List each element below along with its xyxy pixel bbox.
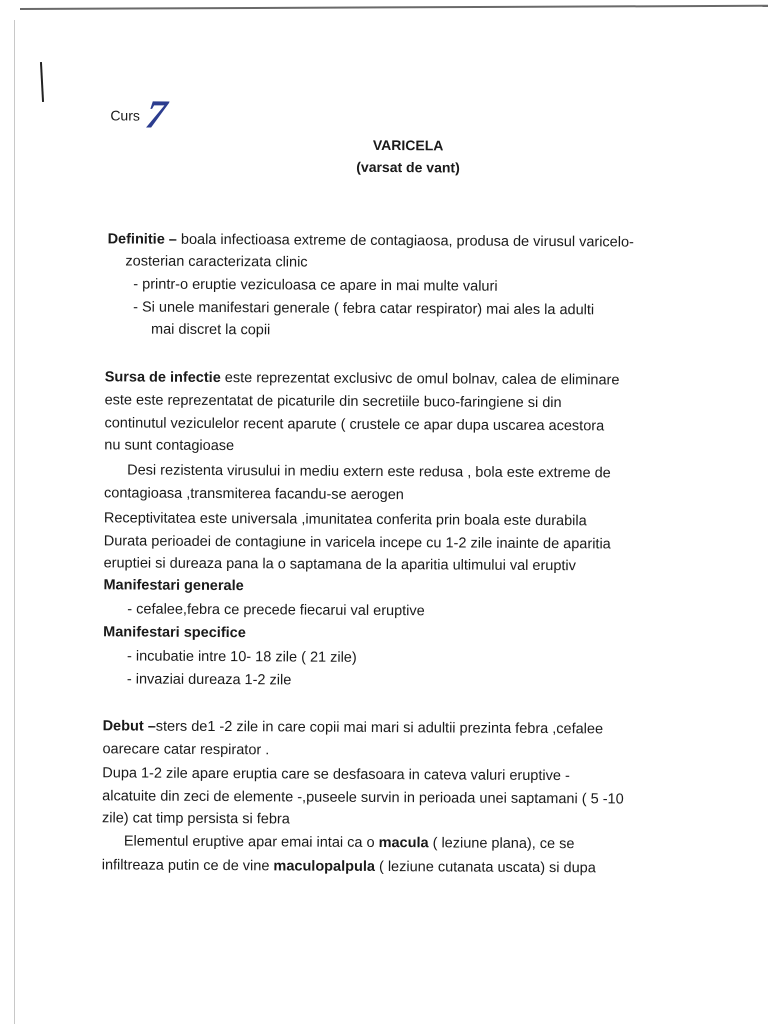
onset-line xyxy=(103,717,604,738)
course-number-handwritten: 7 xyxy=(143,91,170,137)
term-maculopalpula: maculopalpula xyxy=(273,858,376,875)
source-line-9: eruptiei si dureaza pana la o saptamana de la aparitia ultimului val eruptiv xyxy=(103,555,576,575)
onset-text-6c: ( leziune plana), ce se xyxy=(428,835,575,853)
onset-line-7 xyxy=(102,856,596,877)
onset-text-6a: Elementul eruptive apar emai intai ca o xyxy=(123,833,379,851)
specific-manifestations-item: - invaziai dureaza 1-2 zile xyxy=(126,671,292,689)
source-line-2: este este reprezentatat de picaturile din secretiile buco-faringiene si din xyxy=(104,392,562,412)
source-line-6: contagioasa ,transmiterea facandu-se aerogen xyxy=(103,485,404,504)
definition-line-2: zosterian caracterizata clinic xyxy=(125,253,308,271)
onset-line-3: Dupa 1-2 zile apare eruptia care se desfasoara in cateva valuri eruptive - xyxy=(102,765,570,785)
definition-bullet-1: - printr-o eruptie veziculoasa ce apare in mai multe valuri xyxy=(133,276,498,295)
onset-line-5: zile) cat timp persista si febra xyxy=(102,810,290,828)
general-manifestations-item: - cefalee,febra ce precede fiecarui val eruptive xyxy=(127,601,425,620)
source-line-8: Durata perioadei de contagiune in varicela incepe cu 1-2 zile inainte de aparitia xyxy=(103,533,611,553)
source-line-4: nu sunt contagioase xyxy=(104,437,235,455)
onset-line-6 xyxy=(124,832,575,853)
specific-manifestations-item: - incubatie intre 10- 18 zile ( 21 zile) xyxy=(126,648,357,666)
definition-label: Definitie – xyxy=(107,231,177,248)
course-label: Curs xyxy=(110,107,140,124)
source-line-5: Desi rezistenta virusului in mediu extern este redusa , bola este extreme de xyxy=(127,462,611,482)
definition-bullet-2: - Si unele manifestari generale ( febra catar respirator) mai ales la adulti xyxy=(133,299,595,319)
source-label: Sursa de infectie xyxy=(104,369,221,387)
source-line-7: Receptivitatea este universala ,imunitatea conferita prin boala este durabila xyxy=(103,510,587,530)
onset-text-7c: ( leziune cutanata uscata) si dupa xyxy=(374,858,596,877)
definition-line xyxy=(108,230,634,251)
source-text: este reprezentat exclusivc de omul bolnav, calea de eliminare xyxy=(224,370,620,389)
document-title: VARICELA xyxy=(372,136,444,154)
document-subtitle: (varsat de vant) xyxy=(356,158,460,176)
definition-bullet-2-continued: mai discret la copii xyxy=(150,321,271,339)
onset-line-2: oarecare catar respirator . xyxy=(102,741,270,759)
source-line xyxy=(105,368,620,389)
onset-text: sters de1 -2 zile in care copii mai mari si adultii prezinta febra ,cefalee xyxy=(155,718,604,738)
onset-text-7a: infiltreaza putin ce de vine xyxy=(101,857,274,875)
specific-manifestations-heading: Manifestari specifice xyxy=(103,624,246,642)
definition-text: boala infectioasa extreme de contagiaosa, produsa de virusul varicelo- xyxy=(180,231,634,251)
onset-label: Debut – xyxy=(102,718,156,735)
onset-line-4: alcatuite din zeci de elemente -,puseele survin in perioada unei saptamani ( 5 -10 xyxy=(102,788,624,808)
general-manifestations-heading: Manifestari generale xyxy=(103,577,244,595)
source-line-3: continutul veziculelor recent aparute ( crustele ce apar dupa uscarea acestora xyxy=(104,415,605,435)
term-macula: macula xyxy=(378,834,429,852)
